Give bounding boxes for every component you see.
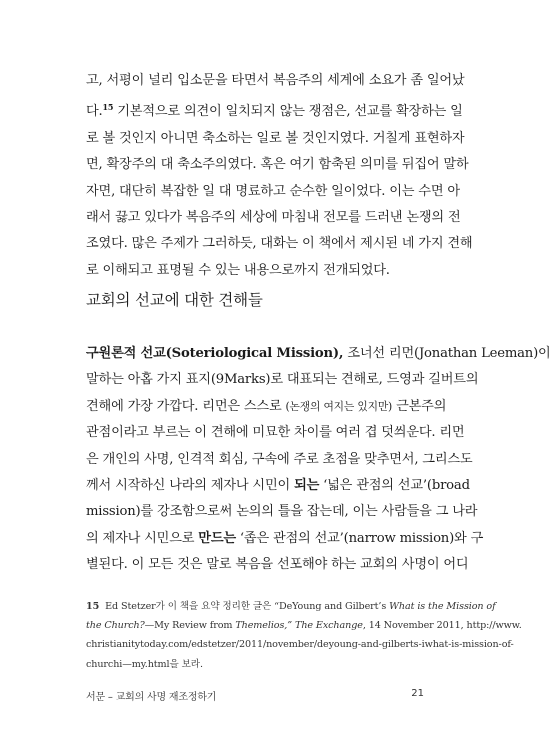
footnote-reference[interactable]: 15 <box>102 102 114 113</box>
footnote-journal-italic: ” The Exchange <box>287 620 363 632</box>
footnote <box>86 597 522 674</box>
parenthetical-small: (논쟁의 여지는 있지만) <box>285 399 393 413</box>
text-span: 근본주의 <box>396 398 447 414</box>
text-line: 로 이해되고 표명될 수 있는 내용으로까지 전개되었다. <box>86 262 390 278</box>
term-bold: 되는 <box>294 478 320 494</box>
text-line-prefix: 다. <box>86 104 103 120</box>
footnote-text: —My Review from <box>144 620 233 632</box>
footnote-text: , 14 November 2011, http://www. <box>362 620 522 632</box>
text-line: 관점이라고 부르는 이 견해에 미묘한 차이를 여러 겹 덧씌운다. 리먼 <box>86 425 465 441</box>
footnote-journal-italic: Themelios, <box>235 620 288 632</box>
text-line <box>86 94 463 125</box>
term-bold: 만드는 <box>198 530 236 546</box>
text-line: 자면, 대단히 복잡한 일 대 명료하고 순수한 일이었다. 이는 수면 아 <box>86 183 460 199</box>
text-line <box>86 526 484 552</box>
section-heading: 교회의 선교에 대한 견해들 <box>86 291 263 309</box>
text-line: 로 볼 것인지 아니면 축소하는 일로 볼 것인지였다. 거칠게 표현하자 <box>86 130 465 146</box>
text-line: 조였다. 많은 주제가 그러하듯, 대화는 이 책에서 제시된 네 가지 견해 <box>86 236 473 252</box>
text-line: 별된다. 이 모든 것은 말로 복음을 선포해야 하는 교회의 사명이 어디 <box>86 557 469 573</box>
text-span: 견해에 가장 가깝다. 리먼은 스스로 <box>86 398 282 414</box>
body-paragraph-2 <box>86 341 551 579</box>
term-bold: 구원론적 선교(Soteriological Mission), <box>86 346 344 361</box>
footnote-line <box>86 597 496 616</box>
footnote-line <box>86 616 522 635</box>
text-line: 래서 끓고 있다가 복음주의 세상에 마침내 전모를 드러낸 논쟁의 전 <box>86 210 461 226</box>
footnote-text: Ed Stetzer가 이 책을 요약 정리한 글은 “DeYoung and Gilbert’s <box>105 601 387 612</box>
footnote-number: 15 <box>86 601 100 612</box>
footnote-line: churchi—my.html을 보라. <box>86 658 203 670</box>
text-line: mission)를 강조함으로써 논의의 틀을 잡는데, 이는 사람들을 그 나라 <box>86 504 478 520</box>
text-line <box>86 394 447 420</box>
text-line: 은 개인의 사명, 인격적 회심, 구속에 주로 초점을 맞추면서, 그리스도 <box>86 451 473 467</box>
body-paragraph-1 <box>86 68 473 284</box>
text-line <box>86 341 551 367</box>
text-span: 께서 시작하신 나라의 제자나 시민이 <box>86 478 291 494</box>
text-line: 고, 서평이 널리 입소문을 타면서 복음주의 세계에 소요가 좀 일어났 <box>86 73 465 88</box>
footnote-title-italic: the Church? <box>86 620 145 632</box>
text-span: 조너선 리먼(Jonathan Leeman)이 <box>347 346 551 361</box>
text-line: 면, 확장주의 대 축소주의였다. 혹은 여기 함축된 의미를 뒤집어 말하 <box>86 157 469 173</box>
text-line: 말하는 아홉 가지 표지(9Marks)로 대표되는 견해로, 드영과 길버트의 <box>86 372 479 388</box>
footnote-url-line[interactable]: christianitytoday.com/edstetzer/2011/november/deyoung-and-gilberts-iwhat-is-mission-of- <box>86 639 514 651</box>
running-head: 서문 – 교회의 사명 재조정하기 <box>86 692 217 703</box>
text-line <box>86 473 470 499</box>
text-span: ‘넓은 관점의 선교’(broad <box>323 478 470 494</box>
text-span: ‘좁은 관점의 선교’(narrow mission)와 구 <box>239 530 484 546</box>
page-number: 21 <box>411 688 424 699</box>
text-line-rest: 기본적으로 의견이 일치되지 않는 쟁점은, 선교를 확장하는 일 <box>117 104 463 120</box>
text-span: 의 제자나 시민으로 <box>86 530 195 546</box>
footnote-title-italic: What is the Mission of <box>389 601 496 612</box>
